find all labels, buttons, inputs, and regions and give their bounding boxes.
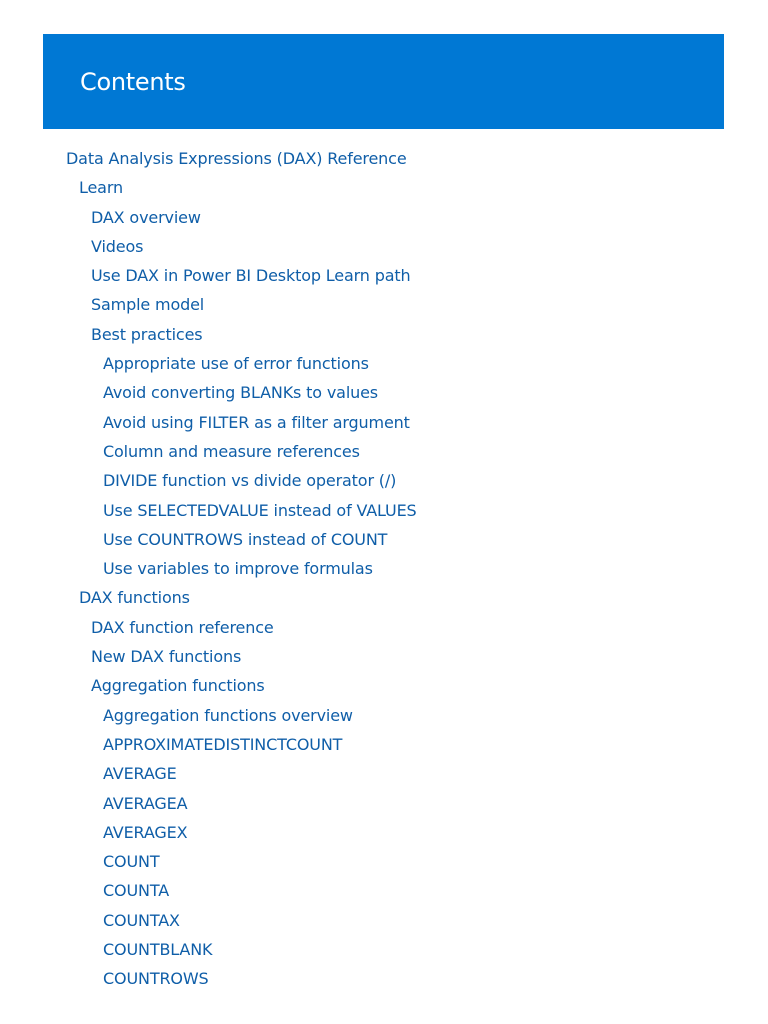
toc-link[interactable]: COUNT (103, 852, 160, 872)
toc-link[interactable]: AVERAGEX (103, 822, 188, 842)
toc-entry (0, 496, 768, 525)
toc-link[interactable]: APPROXIMATEDISTINCTCOUNT (103, 734, 343, 754)
toc-link[interactable]: Best practices (91, 324, 203, 344)
toc-link[interactable]: New DAX functions (91, 647, 242, 667)
toc-link[interactable]: Data Analysis Expressions (DAX) Reference (66, 149, 407, 168)
toc-entry (0, 906, 768, 935)
toc-entry (0, 818, 768, 847)
toc-link[interactable]: Avoid using FILTER as a filter argument (103, 412, 410, 432)
toc-entry (0, 144, 768, 173)
toc-entry (0, 642, 768, 671)
toc-entry (0, 378, 768, 407)
toc-entry (0, 290, 768, 319)
toc-link[interactable]: Use COUNTROWS instead of COUNT (103, 529, 388, 549)
page-title: Contents (80, 68, 186, 96)
toc-link[interactable]: Appropriate use of error functions (103, 354, 369, 374)
toc-entry (0, 203, 768, 232)
toc-link[interactable]: Sample model (91, 295, 205, 315)
toc-entry (0, 583, 768, 612)
toc-link[interactable]: Aggregation functions overview (103, 705, 353, 725)
toc-link[interactable]: Column and measure references (103, 441, 360, 461)
toc-entry (0, 408, 768, 437)
table-of-contents (0, 144, 768, 994)
toc-entry (0, 613, 768, 642)
toc-link[interactable]: AVERAGEA (103, 793, 188, 813)
toc-link[interactable]: Use SELECTEDVALUE instead of VALUES (103, 500, 417, 520)
toc-entry (0, 261, 768, 290)
toc-link[interactable]: DAX overview (91, 207, 201, 227)
toc-link[interactable]: Videos (91, 236, 144, 256)
toc-entry (0, 466, 768, 495)
toc-entry (0, 349, 768, 378)
toc-link[interactable]: Avoid converting BLANKs to values (103, 383, 378, 403)
toc-entry (0, 964, 768, 993)
toc-entry (0, 173, 768, 202)
toc-link[interactable]: DAX function reference (91, 617, 274, 637)
toc-link[interactable]: Aggregation functions (91, 676, 265, 696)
toc-link[interactable]: COUNTROWS (103, 969, 209, 989)
toc-link[interactable]: Learn (79, 178, 123, 198)
toc-link[interactable]: COUNTAX (103, 910, 180, 930)
toc-entry (0, 847, 768, 876)
toc-entry (0, 876, 768, 905)
toc-entry (0, 701, 768, 730)
contents-header (43, 34, 724, 129)
toc-entry (0, 935, 768, 964)
toc-entry (0, 554, 768, 583)
toc-entry (0, 320, 768, 349)
toc-entry (0, 789, 768, 818)
toc-link[interactable]: DAX functions (79, 588, 190, 608)
toc-link[interactable]: Use variables to improve formulas (103, 559, 373, 579)
toc-link[interactable]: Use DAX in Power BI Desktop Learn path (91, 266, 411, 286)
toc-link[interactable]: COUNTBLANK (103, 940, 213, 960)
toc-entry (0, 232, 768, 261)
toc-link[interactable]: COUNTA (103, 881, 170, 901)
toc-link[interactable]: DIVIDE function vs divide operator (/) (103, 471, 397, 491)
toc-entry (0, 730, 768, 759)
toc-entry (0, 437, 768, 466)
toc-link[interactable]: AVERAGE (103, 764, 177, 784)
toc-entry (0, 759, 768, 788)
toc-entry (0, 671, 768, 700)
toc-entry (0, 525, 768, 554)
